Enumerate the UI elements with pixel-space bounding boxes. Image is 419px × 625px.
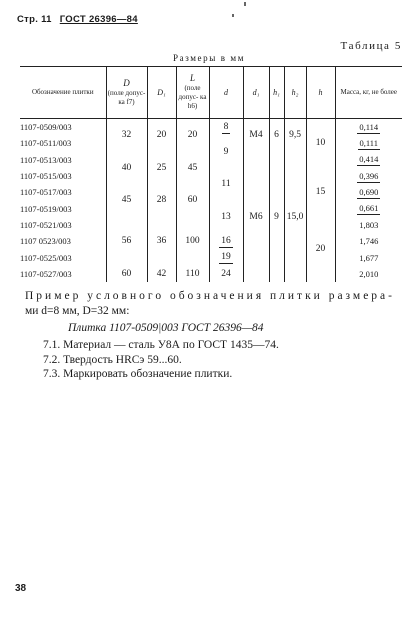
cell-D: 32: [106, 119, 147, 152]
cell-D1: 20: [147, 119, 176, 152]
row-mass: 1,803: [335, 217, 402, 233]
cell-h: 15: [306, 168, 335, 217]
example-line-2: ми d=8 мм, D=32 мм:: [25, 305, 130, 317]
table-label: Таблица 5: [340, 40, 402, 52]
col-d: d: [209, 67, 243, 119]
col-L-label: L: [189, 73, 195, 83]
table-row: [20, 119, 402, 136]
cell-D1: 28: [147, 184, 176, 217]
cell-d: [209, 233, 243, 249]
cell-d-value: 8: [223, 121, 229, 132]
cell-D: 56: [106, 217, 147, 266]
row-mass-value: 0,690: [359, 186, 379, 197]
cell-h1: 9: [269, 152, 284, 282]
cell-h2: 15,0: [284, 152, 306, 282]
row-mass: 1,746: [335, 233, 402, 249]
table-header-row: [20, 67, 402, 119]
page-number: 38: [15, 583, 27, 594]
row-mass: [335, 135, 402, 151]
row-mass-value: 0,396: [359, 170, 379, 181]
row-designation: 1107-0519/003: [20, 203, 72, 214]
designation-example: [25, 289, 405, 319]
row-mass: [335, 152, 402, 168]
cell-h: 20: [306, 217, 335, 282]
row-designation: 1107-0513/003: [20, 154, 72, 165]
col-D1: D₁: [147, 67, 176, 119]
cell-d: 9: [209, 135, 243, 168]
cell-h: 10: [306, 119, 335, 168]
table-row: [20, 233, 402, 249]
cell-d: 13: [209, 200, 243, 233]
table-row: [20, 135, 402, 151]
row-mass-value: 0,111: [359, 137, 378, 148]
col-L-tolerance: (поле допус- ка h6): [178, 84, 207, 110]
col-h: h: [306, 67, 335, 119]
cell-L: 20: [176, 119, 209, 152]
cell-L: 45: [176, 152, 209, 185]
row-mass-value: 0,661: [359, 203, 379, 214]
col-h2: h₂: [284, 67, 306, 119]
row-mass: 1,677: [335, 249, 402, 265]
cell-d: [209, 119, 243, 136]
cell-L: 100: [176, 217, 209, 266]
row-mass-value: 0,414: [359, 154, 379, 165]
row-designation: 1107-0511/003: [20, 138, 72, 149]
requirement-item: 7.2. Твердость HRCэ 59...60.: [43, 353, 182, 366]
requirement-item: 7.1. Материал — сталь У8А по ГОСТ 1435—74.: [43, 339, 279, 351]
table-row: [20, 200, 402, 216]
col-L: [176, 67, 209, 119]
page-header: [17, 14, 138, 25]
row-designation: 1107-0521/003: [20, 219, 72, 230]
requirements-list: [43, 338, 279, 382]
header-page: Стр. 11: [17, 14, 52, 25]
row-mass: [335, 184, 402, 200]
row-designation: 1107-0527/003: [20, 268, 72, 279]
table-row: [20, 266, 402, 282]
cell-d1: M4: [243, 119, 269, 152]
cell-D1: 36: [147, 217, 176, 266]
row-designation: 1107-0509/003: [20, 122, 72, 133]
col-mass: Масса, кг, не более: [335, 67, 402, 119]
row-mass: [335, 119, 402, 136]
cell-D: 45: [106, 184, 147, 217]
cell-d-value: 19: [221, 252, 231, 263]
cell-d-value: 16: [221, 235, 231, 246]
row-mass: [335, 168, 402, 184]
col-D-tolerance: (поле допус- ка f7): [107, 88, 146, 106]
cell-h1: 6: [269, 119, 284, 152]
col-d1: d₁: [243, 67, 269, 119]
cell-d: 11: [209, 168, 243, 201]
row-mass: 2,010: [335, 266, 402, 282]
cell-L: 60: [176, 184, 209, 217]
row-mass-value: 0,114: [359, 121, 379, 132]
example-designation: Плитка 1107-0509|003 ГОСТ 26396—84: [68, 322, 264, 334]
sizes-note: Размеры в мм: [173, 53, 246, 63]
table-row: [20, 168, 402, 184]
row-mass: [335, 200, 402, 216]
plates-table: [20, 66, 402, 282]
row-designation: 1107 0523/003: [20, 236, 71, 247]
cell-h2: 9,5: [284, 119, 306, 152]
cell-D: 60: [106, 266, 147, 282]
row-designation: 1107-0515/003: [20, 171, 72, 182]
requirement-item: 7.3. Маркировать обозначение плитки.: [43, 368, 233, 380]
cell-L: 110: [176, 266, 209, 282]
row-designation: 1107-0525/003: [20, 252, 72, 263]
scan-mark: [232, 14, 234, 17]
cell-D1: 42: [147, 266, 176, 282]
cell-d: 24: [209, 266, 243, 282]
example-line-1: Пример условного обозначения плитки размера-: [25, 290, 395, 302]
cell-d: [209, 249, 243, 265]
col-D: [106, 67, 147, 119]
scan-mark: [244, 2, 246, 6]
col-h1: h₁: [269, 67, 284, 119]
cell-D: 40: [106, 152, 147, 185]
header-standard: ГОСТ 26396—84: [59, 14, 138, 25]
cell-D1: 25: [147, 152, 176, 185]
table-row: [20, 249, 402, 265]
row-designation: 1107-0517/003: [20, 187, 72, 198]
col-designation: Обозначение плитки: [20, 67, 106, 119]
cell-d1: M6: [243, 152, 269, 282]
col-D-label: D: [123, 77, 130, 88]
